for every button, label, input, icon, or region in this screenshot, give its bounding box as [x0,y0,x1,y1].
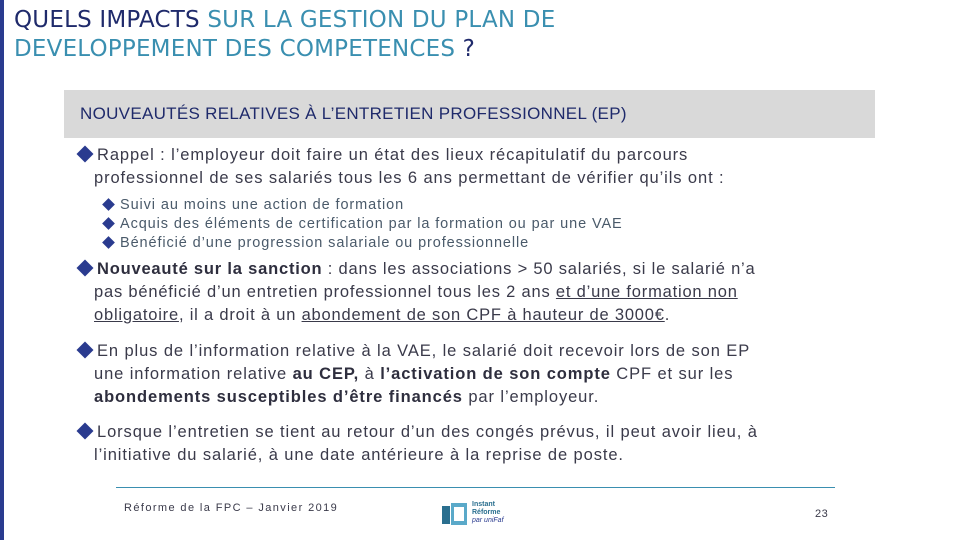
bullet-retour-conges: Lorsque l’entretien se tient au retour d’un des congés prévus, il peut avoir lieu, à l’initiative du salarié, à une date antérieure à la reprise de poste. [76,421,866,467]
title-part-1: QUELS IMPACTS [14,7,208,33]
page-number: 23 [815,508,829,520]
underlined-obligatoire: obligatoire [94,306,179,324]
diamond-bullet-icon [77,146,94,163]
underlined-abondement: abondement de son CPF à hauteur de 3000€ [301,306,665,324]
title-part-3: DEVELOPPEMENT DES COMPETENCES [14,36,456,62]
instant-reforme-logo [442,500,514,528]
diamond-bullet-icon [102,198,115,211]
diamond-bullet-icon [77,423,94,440]
left-accent-bar [0,0,4,540]
bullet-rappel [76,144,866,190]
diamond-bullet-icon [77,260,94,277]
rappel-sub-list [100,196,623,253]
logo-text: Instant Réforme par uniFaf [472,501,504,524]
list-item: Suivi au moins une action de formation [100,196,623,215]
diamond-bullet-icon [102,236,115,249]
bullet-information: En plus de l’information relative à la VAE, le salarié doit recevoir lors de son EP une information relative au CEP, à l’activation de son compte CPF et sur les abondements susceptibles d’être financés par l’employeur. [76,340,866,409]
diamond-bullet-icon [77,342,94,359]
page-title [14,6,914,64]
bullet-sanction: Nouveauté sur la sanction : dans les associations > 50 salariés, si le salarié n’a pas bénéficié d’un entretien professionnel tous les 2 ans et d’une formation non obligatoire, il a droit à un abondement de son CPF à hauteur de 3000€. [76,258,866,327]
logo-mark-icon [442,502,468,526]
underlined-formation: et d’une formation non [555,283,738,301]
footer-divider [116,487,835,488]
bullet-rappel-line-1: Rappel : l’employeur doit faire un état des lieux récapitulatif du parcours [97,146,689,164]
subtitle-text: NOUVEAUTÉS RELATIVES À L’ENTRETIEN PROFESSIONNEL (EP) [80,104,627,123]
footer-text: Réforme de la FPC – Janvier 2019 [124,502,339,514]
title-part-4: ? [455,36,476,62]
sanction-bold: Nouveauté sur la sanction [97,260,323,278]
list-item: Bénéficié d’une progression salariale ou professionnelle [100,234,623,253]
title-part-2: SUR LA GESTION DU PLAN DE [207,7,556,33]
subtitle-banner [64,90,875,138]
list-item: Acquis des éléments de certification par la formation ou par une VAE [100,215,623,234]
diamond-bullet-icon [102,217,115,230]
bullet-rappel-line-2: professionnel de ses salariés tous les 6 ans permettant de vérifier qu’ils ont : [94,169,725,187]
